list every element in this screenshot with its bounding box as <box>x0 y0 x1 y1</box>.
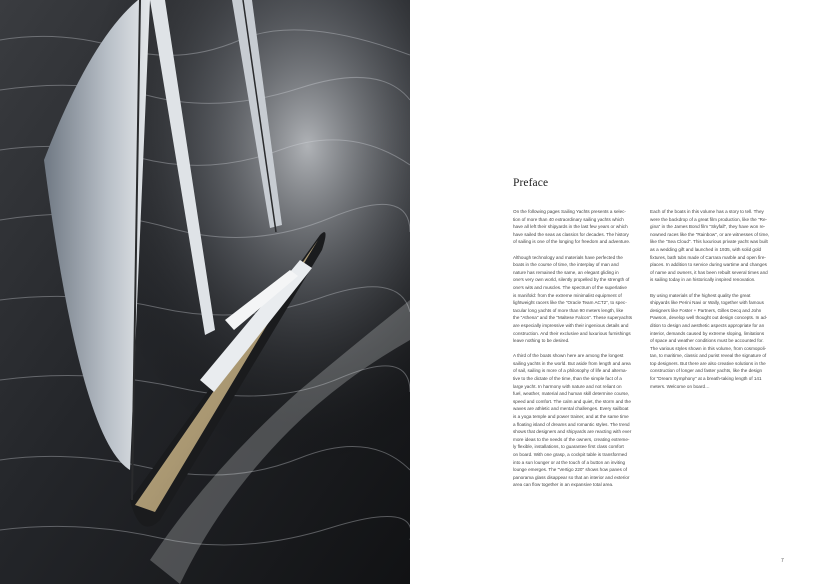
text-line: is manifold: from the extreme minimalist equipment of <box>513 292 622 298</box>
text-column-left <box>513 208 645 489</box>
text-line: tion of more than 40 extraordinary sailing yachts which <box>513 216 624 222</box>
paragraph-gap <box>650 284 782 292</box>
text-line: gina" in the James Bond film "Skyfall", they have won re- <box>650 224 766 230</box>
text-line: waves are athletic and mental challenges. Every sailboat <box>513 406 629 412</box>
text-line: meters. Welcome on board… <box>650 383 710 389</box>
text-line: tan, to maritime, classic and purist reveal the signature of <box>650 353 767 359</box>
text-line: Pawson, develop well thought out design concepts. In ad- <box>650 315 768 321</box>
text-line: panorama glass disappear so that an interior and exterior <box>513 474 630 480</box>
text-line: A third of the boats shown here are among the longest <box>513 353 624 359</box>
text-line: tacular long yachts of more than 90 meters length, like <box>513 307 624 313</box>
text-line: for "Dream Symphony" at a breath-taking length of 141 <box>650 376 762 382</box>
text-line: boats in the course of time, the interplay of man and <box>513 262 619 268</box>
text-line: lightweight racers like the "Oracle Team ACT2", to spec- <box>513 300 627 306</box>
text-line: designers like Foster + Partners, Gilles Decq and John <box>650 307 762 313</box>
text-line: of sail, sailing is more of a philosophy of life and alterna- <box>513 368 628 374</box>
text-line: of name and owners, it has been rebuilt several times and <box>650 269 768 275</box>
text-line: a floating island of dreams and romantic styles. The trend <box>513 421 630 427</box>
text-line: have sailed the seas as classics for decades. The history <box>513 231 629 237</box>
text-line: are especially impressive with their ingenious details and <box>513 322 629 328</box>
text-column-right <box>650 208 782 390</box>
text-line: one's very own world, silently propelled by the strength of <box>513 277 630 283</box>
page-number: 7 <box>781 558 784 564</box>
page-title: Preface <box>513 177 549 189</box>
text-line: dition to design and aesthetic aspects appropriate for an <box>650 322 765 328</box>
text-line: fixtures, bath tubs made of Carrara marble and open fire- <box>650 254 766 260</box>
text-line: is a yoga temple and power trainer, and at the same time <box>513 414 629 420</box>
text-line: large yacht. In harmony with nature and not reliant on <box>513 383 622 389</box>
text-line: sailing yachts in the world. But aside from length and area <box>513 360 631 366</box>
text-line: construction of longer and faster yachts, like the design <box>650 368 763 374</box>
text-line: as a wedding gift and launched in 1935, with solid gold <box>650 246 762 252</box>
text-line: shows that designers and shipyards are reacting with ever <box>513 429 632 435</box>
text-line: of space and weather conditions must be accounted for. <box>650 338 764 344</box>
text-line: nowned races like the "Rainbow", or are witnesses of time, <box>650 231 770 237</box>
text-line: tive to the dictate of the time, than the simple fact of a <box>513 376 622 382</box>
text-line: more ideas to the needs of the owners, creating extreme- <box>513 436 630 442</box>
text-line: nature has remained the same, an elegant gliding in <box>513 269 619 275</box>
text-line: By using materials of the highest quality the great <box>650 292 751 298</box>
text-line: Each of the boats in this volume has a story to tell. They <box>650 209 764 214</box>
text-line: the "Athena" and the "Maltese Falcon". These superyachts <box>513 315 633 321</box>
text-line: construction. And their exclusive and luxurious furnishings <box>513 330 631 336</box>
text-line: like the "Sea Cloud". This luxurious private yacht was built <box>650 239 768 245</box>
text-line: Although technology and materials have perfected the <box>513 254 623 260</box>
text-line: ly flexible, installations, to guarantee first class comfort <box>513 444 624 450</box>
preface-page <box>410 0 820 584</box>
text-line: were the backdrop of a great film production, like the "Re- <box>650 216 768 222</box>
text-line: area can flow together in an expansive total area. <box>513 482 614 488</box>
paragraph-gap <box>513 345 645 353</box>
text-line: leave nothing to be desired. <box>513 338 570 344</box>
text-line: speed and comfort. The calm and quiet, the storm and the <box>513 398 631 404</box>
text-line: lounge emerges. The "Vertigo 220" shows how panes of <box>513 467 628 473</box>
text-line: shipyards like Perini Navi or Wally, together with famous <box>650 300 764 306</box>
text-line: into a sun lounger or at the touch of a button an inviting <box>513 459 626 465</box>
text-line: one's wits and muscles. The spectrum of the superlative <box>513 284 627 290</box>
text-line: The various styles shown in this volume, from cosmopoli- <box>650 345 767 351</box>
text-line: interior, demands caused by extreme sloping, limitations <box>650 330 765 336</box>
text-line: top designers. But there are also creative solutions in the <box>650 360 766 366</box>
text-line: On the following pages Sailing Yachts presents a selec- <box>513 209 626 214</box>
text-line: have all left their shipyards in the last few years or which <box>513 224 628 230</box>
text-line: of sailing is one of the longing for freedom and adventure. <box>513 239 631 245</box>
text-line: is sailing today in an historically inspired renovation. <box>650 277 756 283</box>
text-line: places. In addition to service during wartime and changes <box>650 262 767 268</box>
text-line: on board. With one grasp, a cockpit table is transformed <box>513 452 627 457</box>
paragraph-gap <box>513 246 645 254</box>
text-line: fuel, weather, material and human skill determine course, <box>513 391 630 397</box>
